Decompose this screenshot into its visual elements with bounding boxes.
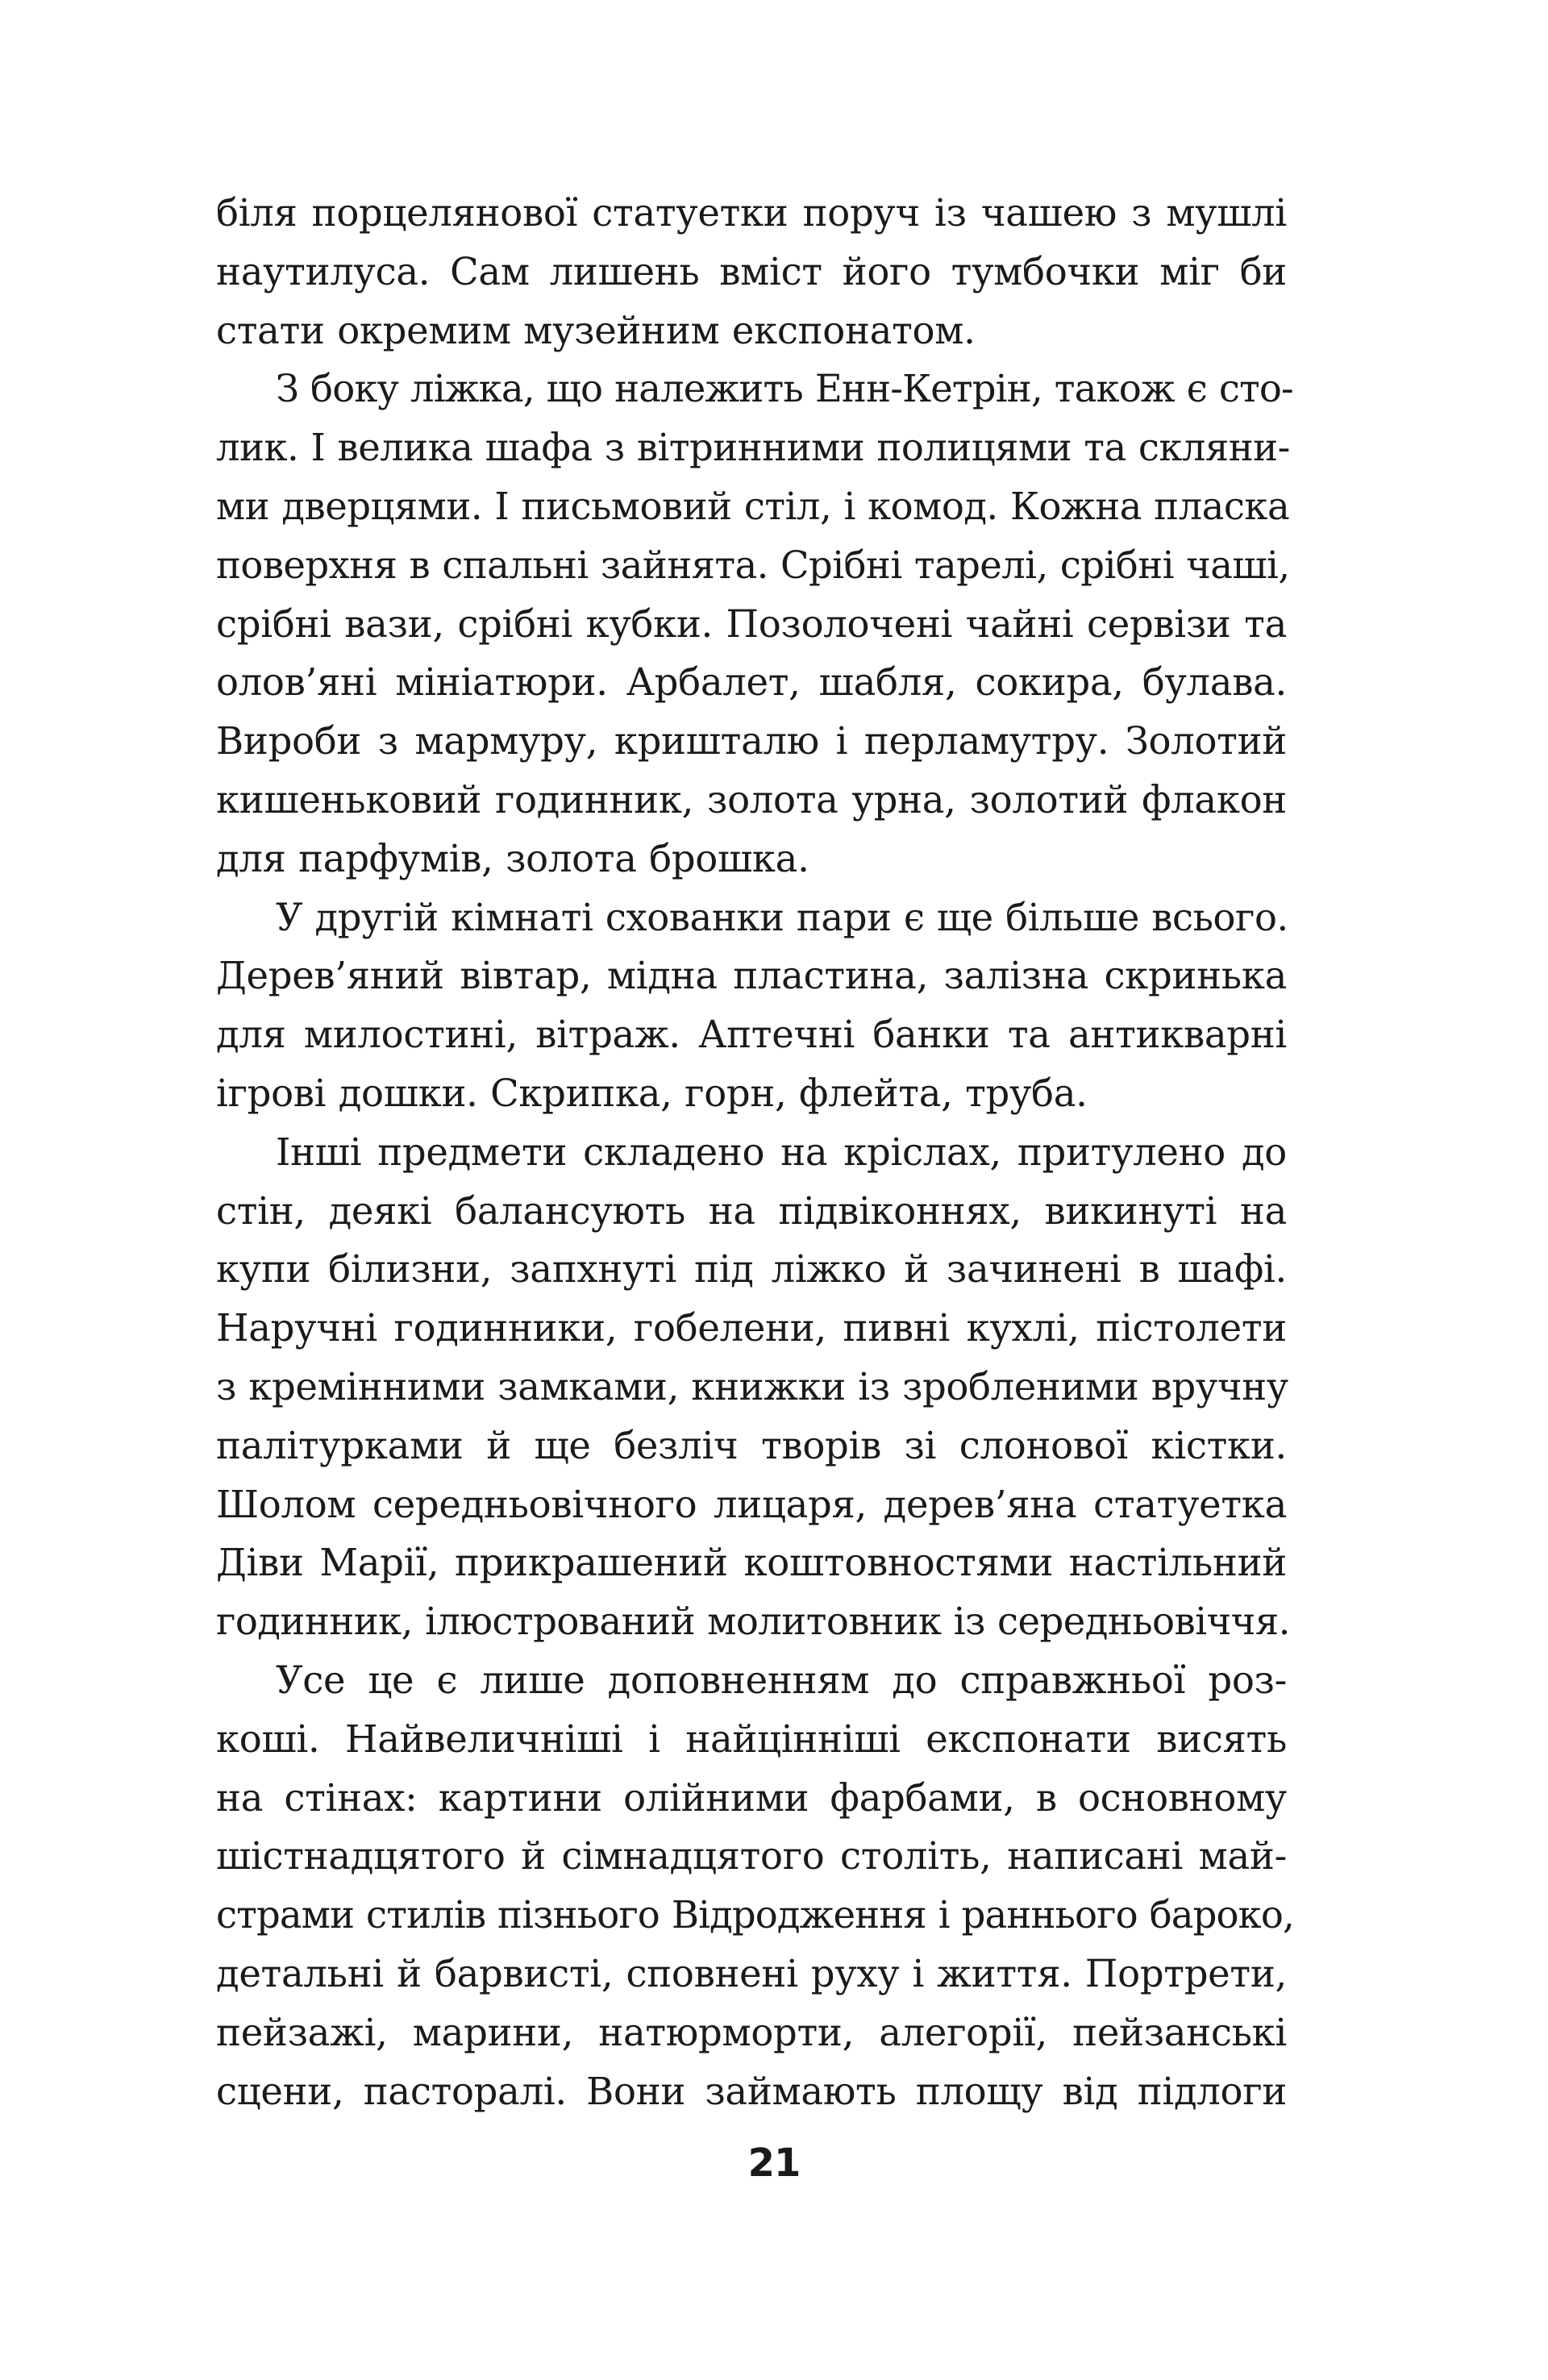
- text-line: сцени, пасторалі. Вони займають площу від підлоги: [216, 2069, 1287, 2113]
- text-line: стін, деякі балансують на підвіконнях, викинуті на: [216, 1188, 1287, 1233]
- text-line: купи білизни, запхнуті під ліжко й зачинені в шафі.: [216, 1247, 1287, 1292]
- page-number: 21: [747, 2141, 801, 2186]
- text-line: кишеньковий годинник, золота урна, золотий флакон: [216, 777, 1287, 822]
- text-line: детальні й барвисті, сповнені руху і життя. Портрети,: [216, 1951, 1287, 1995]
- text-line: Шолом середньовічного лицаря, дерев’яна статуетка: [216, 1482, 1287, 1526]
- text-line: біля порцелянової статуетки поруч із чашею з мушлі: [216, 191, 1287, 235]
- text-line: для парфумів, золота брошка.: [216, 836, 809, 880]
- text-line: на стінах: картини олійними фарбами, в основному: [216, 1775, 1287, 1820]
- text-line: коші. Найвеличніші і найцінніші експонати висять: [216, 1716, 1287, 1761]
- text-line: олов’яні мініатюри. Арбалет, шабля, сокира, булава.: [216, 660, 1287, 705]
- text-line: ми дверцями. І письмовий стіл, і комод. Кожна пласка: [216, 484, 1290, 528]
- text-line: пейзажі, марини, натюрморти, алегорії, пейзанські: [216, 2010, 1287, 2054]
- text-line: Діви Марії, прикрашений коштовностями настільний: [216, 1541, 1287, 1585]
- text-line: ігрові дошки. Скрипка, горн, флейта, труба.: [216, 1071, 1088, 1115]
- text-line: страми стилів пізнього Відродження і раннього бароко,: [216, 1893, 1294, 1937]
- text-line: З боку ліжка, що належить Енн-Кетрін, також є сто-: [276, 367, 1293, 411]
- text-line: У другій кімнаті схованки пари є ще більше всього.: [276, 895, 1288, 939]
- text-line: Інші предмети складено на кріслах, притулено до: [276, 1130, 1287, 1174]
- text-line: Наручні годинники, гобелени, пивні кухлі, пістолети: [216, 1306, 1287, 1350]
- text-line: стати окремим музейним експонатом.: [216, 308, 976, 352]
- text-line: шістнадцятого й сімнадцятого століть, написані май-: [216, 1834, 1287, 1879]
- text-line: палітурками й ще безліч творів зі слонової кістки.: [216, 1423, 1287, 1467]
- text-line: для милостині, вітраж. Аптечні банки та антикварні: [216, 1013, 1287, 1057]
- text-line: наутилуса. Сам лишень вміст його тумбочки міг би: [216, 249, 1287, 293]
- text-line: Дерев’яний вівтар, мідна пластина, залізна скринька: [216, 954, 1287, 998]
- text-line: поверхня в спальні зайнята. Срібні тарелі, срібні чаші,: [216, 543, 1290, 587]
- body-text: [216, 184, 1294, 2120]
- text-line: Усе це є лише доповненням до справжньої роз-: [276, 1658, 1287, 1702]
- text-line: годинник, ілюстрований молитовник із середньовіччя.: [216, 1600, 1290, 1644]
- text-line: лик. І велика шафа з вітринними полицями та скляни-: [216, 426, 1290, 470]
- text-line: срібні вази, срібні кубки. Позолочені чайні сервізи та: [216, 601, 1287, 646]
- text-line: Вироби з мармуру, кришталю і перламутру. Золотий: [216, 719, 1287, 764]
- text-line: з кремінними замками, книжки із зробленими вручну: [216, 1364, 1288, 1408]
